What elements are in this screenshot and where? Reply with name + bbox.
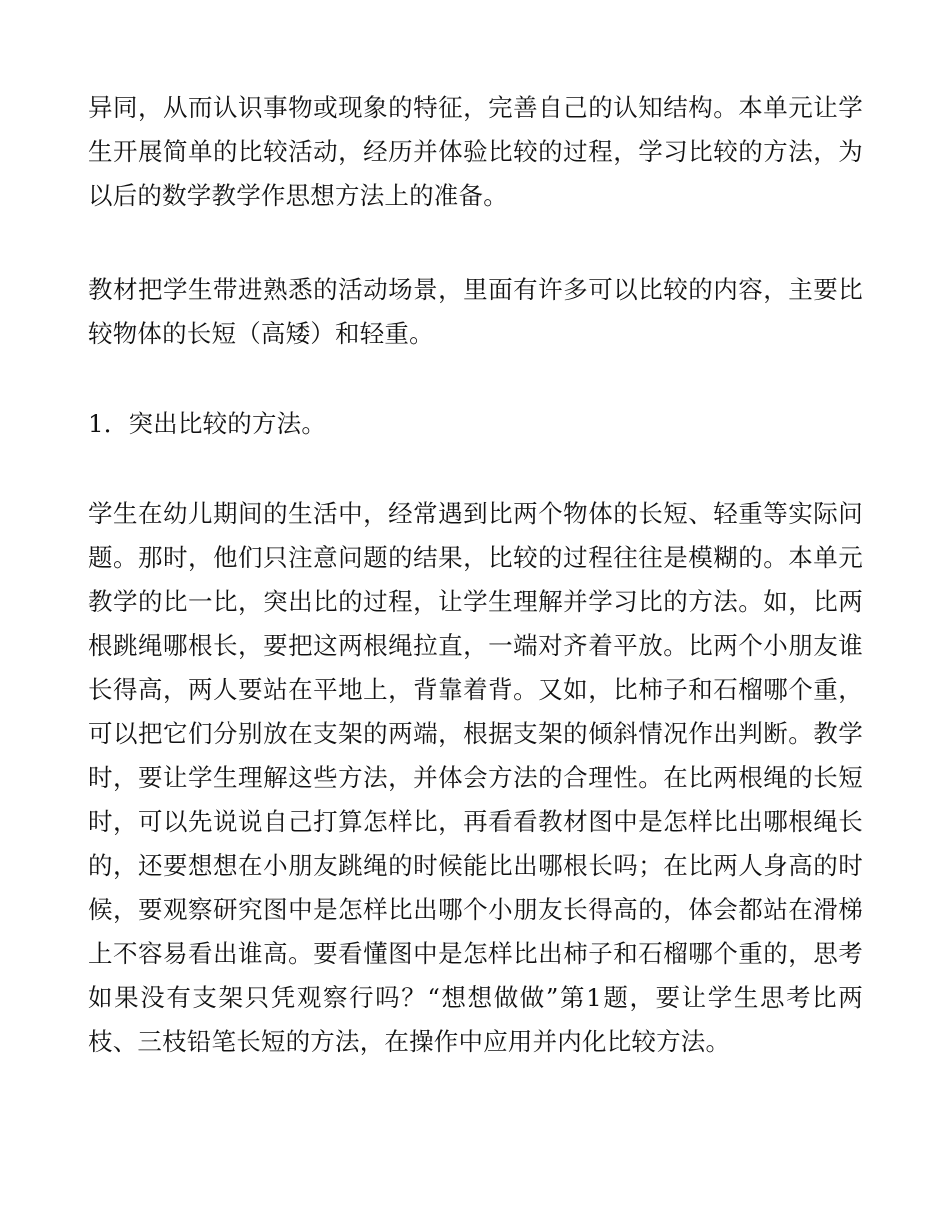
intro-paragraph: 异同，从而认识事物或现象的特征，完善自己的认知结构。本单元让学生开展简单的比较活动，经历并体验比较的过程，学习比较的方法，为以后的数学教学作思想方法上的准备。 [88, 93, 863, 210]
method-paragraph: 学生在幼儿期间的生活中，经常遇到比两个物体的长短、轻重等实际问题。那时，他们只注意问题的结果，比较的过程往往是模糊的。本单元教学的比一比，突出比的过程，让学生理解并学习比的方法。如，比两根跳绳哪根长，要把这两根绳拉直，一端对齐着平放。比两个小朋友谁长得高，两人要站在平地上，背靠着背。又如，比柿子和石榴哪个重，可以把它们分别放在支架的两端，根据支架的倾斜情况作出判断。教学时，要让学生理解这些方法，并体会方法的合理性。在比两根绳的长短时，可以先说说自己打算怎样比，再看看教材图中是怎样比出哪根绳长的，还要想想在小朋友跳绳的时候能比出哪根长吗；在比两人身高的时候，要观察研究图中是怎样比出哪个小朋友长得高的，体会都站在滑梯上不容易看出谁高。要看懂图中是怎样比出柿子和石榴哪个重的，思考如果没有支架只凭观察行吗？“想想做做”第1题，要让学生思考比两枝、三枝铅笔长短的方法，在操作中应用并内化比较方法。 [88, 499, 863, 1056]
section-heading: 1．突出比较的方法。 [88, 409, 327, 438]
materials-paragraph: 教材把学生带进熟悉的活动场景，里面有许多可以比较的内容，主要比较物体的长短（高矮）和轻重。 [88, 275, 863, 348]
